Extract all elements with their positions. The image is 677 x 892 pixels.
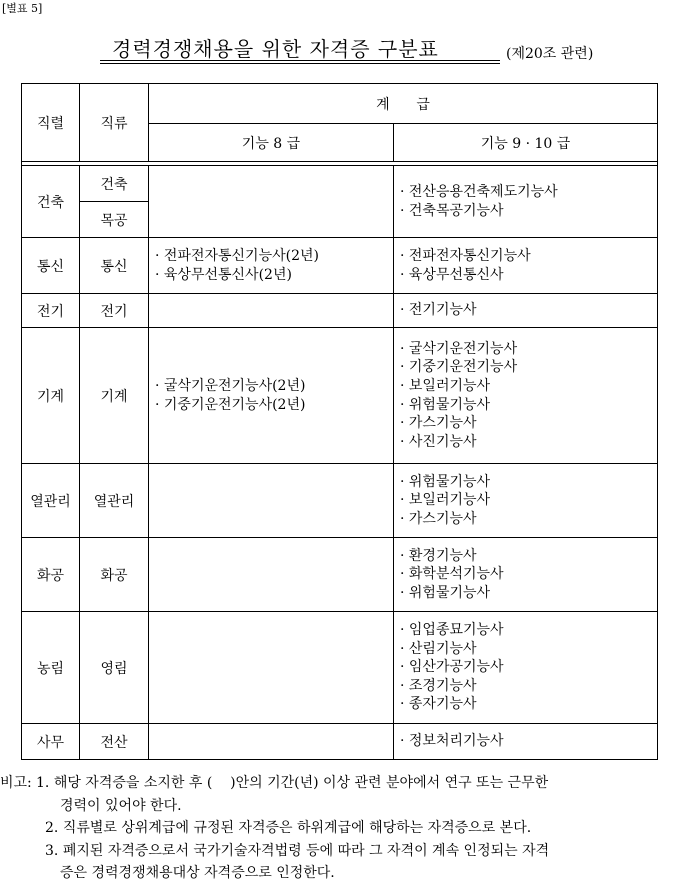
note-item <box>0 817 677 840</box>
list-item: · 정보처리기능사 <box>400 732 657 751</box>
certificate-list <box>394 340 657 452</box>
qualification-table <box>21 83 658 760</box>
series-cell: 통신 <box>22 238 80 294</box>
list-item: · 굴삭기운전기능사(2년) <box>155 377 393 396</box>
grade8-cell <box>149 328 394 464</box>
class-cell: 전산 <box>80 724 149 760</box>
certificate-list <box>394 247 657 284</box>
certificate-list <box>394 301 657 320</box>
header-grade-8: 기능 8 급 <box>149 124 394 162</box>
grade910-cell <box>394 166 658 238</box>
grade8-cell <box>149 166 394 238</box>
title-block <box>100 33 640 69</box>
list-item: · 조경기능사 <box>400 677 657 696</box>
list-item: · 화학분석기능사 <box>400 565 657 584</box>
notes-prefix: 비고: <box>0 775 32 791</box>
series-cell: 건축 <box>22 166 80 238</box>
list-item: · 위험물기능사 <box>400 473 657 492</box>
header-series: 직렬 <box>22 84 80 162</box>
certificate-list <box>149 377 393 414</box>
list-item: · 위험물기능사 <box>400 396 657 415</box>
grade910-cell <box>394 612 658 724</box>
header-grade: 계 급 <box>149 84 658 124</box>
list-item: · 임산가공기능사 <box>400 658 657 677</box>
list-item: · 전산응용건축제도기능사 <box>400 183 657 202</box>
class-cell: 영림 <box>80 612 149 724</box>
grade8-cell <box>149 464 394 538</box>
note-text: 해당 자격증을 소지한 후 ( )안의 기간(년) 이상 관련 분야에서 연구 또는 근무한 <box>53 775 549 791</box>
grade910-cell <box>394 464 658 538</box>
list-item: · 전기기능사 <box>400 301 657 320</box>
list-item: · 보일러기능사 <box>400 377 657 396</box>
series-cell: 열관리 <box>22 464 80 538</box>
list-item: · 육상무선통신사 <box>400 266 657 285</box>
class-cell: 전기 <box>80 294 149 328</box>
grade8-cell <box>149 238 394 294</box>
class-cell: 목공 <box>80 202 149 238</box>
certificate-list <box>394 732 657 751</box>
header-class: 직류 <box>80 84 149 162</box>
certificate-list <box>394 183 657 220</box>
certificate-list <box>394 473 657 529</box>
document-subtitle: (제20조 관련) <box>506 46 594 62</box>
notes-section <box>0 772 677 885</box>
series-cell: 화공 <box>22 538 80 612</box>
class-cell: 통신 <box>80 238 149 294</box>
list-item: · 임업종묘기능사 <box>400 621 657 640</box>
list-item: · 보일러기능사 <box>400 491 657 510</box>
series-cell: 사무 <box>22 724 80 760</box>
grade910-cell <box>394 238 658 294</box>
grade8-cell <box>149 538 394 612</box>
title-underline <box>100 63 500 64</box>
list-item: · 산림기능사 <box>400 640 657 659</box>
grade8-cell <box>149 294 394 328</box>
series-cell: 기계 <box>22 328 80 464</box>
grade910-cell <box>394 328 658 464</box>
certificate-list <box>149 247 393 284</box>
note-number: 3. <box>45 842 59 859</box>
document-title: 경력경쟁채용을 위한 자격증 구분표 <box>112 37 439 61</box>
grade8-cell <box>149 724 394 760</box>
list-item: · 기중기운전기능사(2년) <box>155 396 393 415</box>
class-cell: 화공 <box>80 538 149 612</box>
note-item <box>0 840 677 863</box>
certificate-list <box>394 547 657 603</box>
certificate-list <box>394 621 657 714</box>
class-cell: 열관리 <box>80 464 149 538</box>
list-item: · 사진기능사 <box>400 433 657 452</box>
note-number: 2. <box>45 820 59 836</box>
note-text: 폐지된 자격증으로서 국가기술자격법령 등에 따라 그 자격이 계속 인정되는 자격 <box>62 842 550 859</box>
list-item: · 가스기능사 <box>400 414 657 433</box>
annex-label: [별표 5] <box>2 2 43 15</box>
grade910-cell <box>394 538 658 612</box>
header-grade-9-10: 기능 9 · 10 급 <box>394 124 658 162</box>
list-item: · 전파전자통신기능사 <box>400 247 657 266</box>
grade910-cell <box>394 724 658 760</box>
note-item <box>0 772 677 795</box>
note-continuation: 증은 경력경쟁채용대상 자격증으로 인정한다. <box>60 865 335 881</box>
list-item: · 건축목공기능사 <box>400 202 657 221</box>
list-item: · 가스기능사 <box>400 510 657 529</box>
class-cell: 기계 <box>80 328 149 464</box>
series-cell: 전기 <box>22 294 80 328</box>
note-continuation: 경력이 있어야 한다. <box>60 797 182 814</box>
list-item: · 육상무선통신사(2년) <box>155 266 393 285</box>
list-item: · 종자기능사 <box>400 695 657 714</box>
list-item: · 전파전자통신기능사(2년) <box>155 247 393 266</box>
note-text: 직류별로 상위계급에 규정된 자격증은 하위계급에 해당하는 자격증으로 본다. <box>62 820 532 836</box>
list-item: · 위험물기능사 <box>400 584 657 603</box>
title-underline <box>100 60 500 61</box>
class-cell: 건축 <box>80 166 149 202</box>
list-item: · 굴삭기운전기능사 <box>400 340 657 359</box>
list-item: · 환경기능사 <box>400 547 657 566</box>
list-item: · 기중기운전기능사 <box>400 358 657 377</box>
note-number: 1. <box>36 775 50 791</box>
series-cell: 농림 <box>22 612 80 724</box>
grade910-cell <box>394 294 658 328</box>
grade8-cell <box>149 612 394 724</box>
